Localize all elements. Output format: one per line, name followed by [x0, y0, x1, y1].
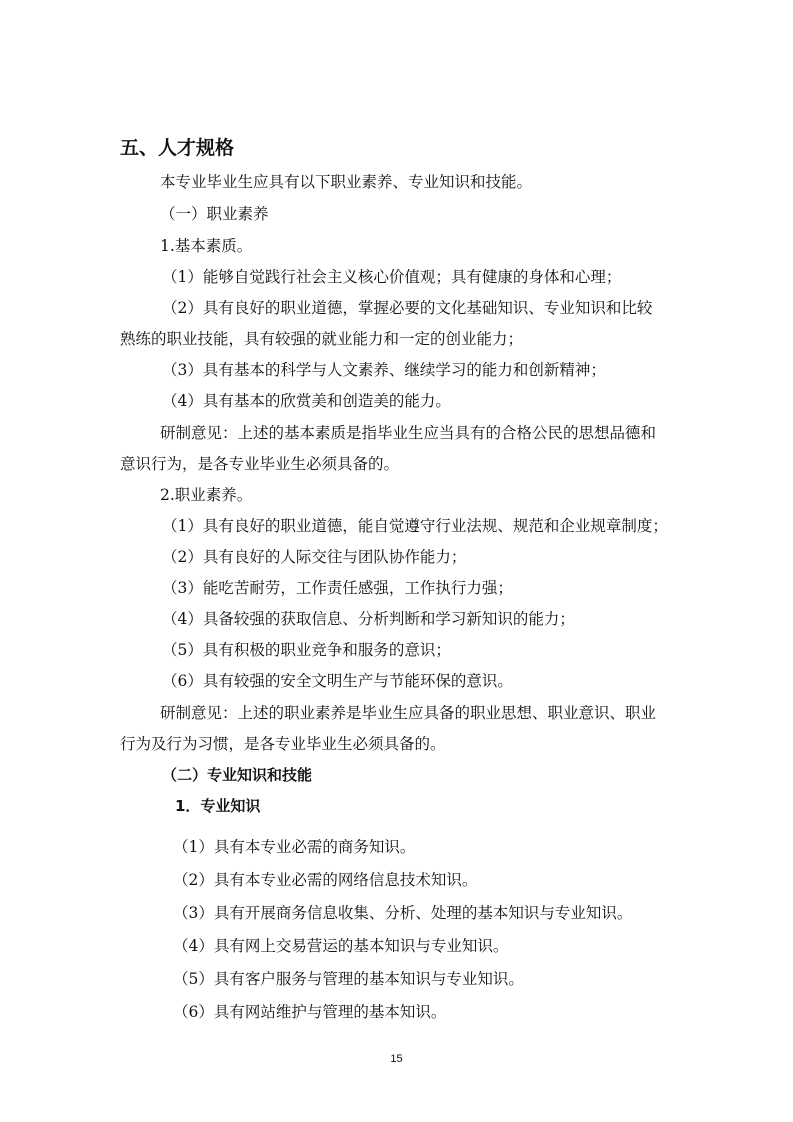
list-item: （2）具有本专业必需的网络信息技术知识。 [173, 871, 478, 889]
list-item: （2）具有良好的职业道德，掌握必要的文化基础知识、专业知识和比较 [162, 299, 653, 317]
opinion-paragraph: 研制意见：上述的职业素养是毕业生应具备的职业思想、职业意识、职业 [160, 704, 657, 722]
list-item: （6）具有网站维护与管理的基本知识。 [173, 1003, 447, 1021]
item-title-basic-quality: 1.基本素质。 [160, 237, 253, 255]
opinion-paragraph-continuation: 行为及行为习惯，是各专业毕业生必须具备的。 [120, 735, 446, 753]
item-title-professional-quality: 2.职业素养。 [160, 486, 253, 504]
subsection-title-professional-quality: （一）职业素养 [160, 205, 269, 223]
list-item: （2）具有良好的人际交往与团队协作能力； [162, 548, 467, 566]
list-item: （5）具有客户服务与管理的基本知识与专业知识。 [173, 970, 524, 988]
list-item: （3）具有开展商务信息收集、分析、处理的基本知识与专业知识。 [173, 904, 633, 922]
section-heading: 五、人才规格 [120, 137, 235, 159]
list-item: （6）具有较强的安全文明生产与节能环保的意识。 [162, 672, 513, 690]
intro-paragraph: 本专业毕业生应具有以下职业素养、专业知识和技能。 [160, 173, 533, 191]
opinion-paragraph-continuation: 意识行为，是各专业毕业生必须具备的。 [120, 455, 400, 473]
opinion-paragraph: 研制意见：上述的基本素质是指毕业生应当具有的合格公民的思想品德和 [160, 424, 657, 442]
list-item: （4）具备较强的获取信息、分析判断和学习新知识的能力； [162, 610, 575, 628]
list-item-continuation: 熟练的职业技能，具有较强的就业能力和一定的创业能力； [120, 330, 524, 348]
list-item: （1）具有本专业必需的商务知识。 [173, 838, 416, 856]
list-item: （4）具有网上交易营运的基本知识与专业知识。 [173, 937, 509, 955]
item-title-professional-knowledge: 1．专业知识 [175, 797, 261, 815]
subsection-title-knowledge-skills: （二）专业知识和技能 [162, 766, 313, 784]
list-item: （3）具有基本的科学与人文素养、继续学习的能力和创新精神； [162, 361, 606, 379]
list-item: （4）具有基本的欣赏美和创造美的能力。 [162, 392, 451, 410]
list-item: （3）能吃苦耐劳，工作责任感强，工作执行力强； [162, 579, 513, 597]
list-item: （5）具有积极的职业竞争和服务的意识； [162, 641, 451, 659]
list-item: （1）具有良好的职业道德，能自觉遵守行业法规、规范和企业规章制度； [162, 517, 668, 535]
list-item: （1）能够自觉践行社会主义核心价值观；具有健康的身体和心理； [162, 268, 622, 286]
page-number: 15 [390, 1053, 403, 1065]
